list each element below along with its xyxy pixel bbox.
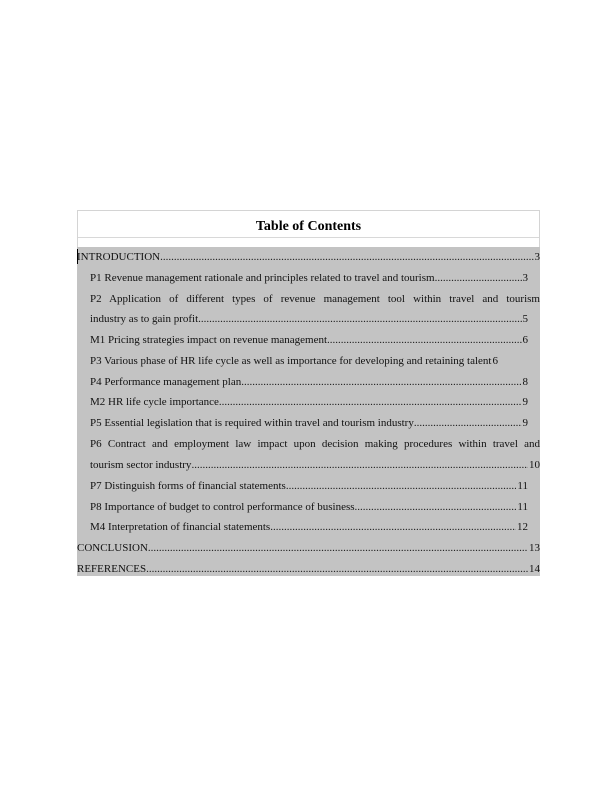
toc-entry-label-line2: tourism sector industry: [90, 459, 192, 471]
toc-entry-page: 9: [522, 417, 528, 429]
toc-entry-page: 14: [529, 563, 540, 575]
toc-entry-conclusion[interactable]: [77, 538, 540, 558]
toc-entry-m4[interactable]: [90, 517, 528, 537]
toc-leader-dots: [355, 497, 517, 517]
toc-entry-page: 9: [522, 396, 528, 408]
toc-entry-label: INTRODUCTION: [77, 251, 161, 263]
toc-entry-page: 3: [522, 272, 528, 284]
table-of-contents: [77, 210, 540, 576]
toc-entry-label: P8 Importance of budget to control performance of business: [90, 501, 355, 513]
toc-entry-label: CONCLUSION: [77, 542, 148, 554]
toc-entry-page: 11: [517, 501, 528, 513]
toc-entry-p2-continued[interactable]: [90, 309, 528, 329]
toc-leader-dots: [241, 372, 521, 392]
toc-entry-p6[interactable]: [90, 434, 540, 454]
toc-entry-label: M1 Pricing strategies impact on revenue management: [90, 334, 328, 346]
toc-leader-dots: [160, 247, 533, 267]
toc-leader-dots: [435, 268, 522, 288]
toc-entry-label: P4 Performance management plan: [90, 376, 242, 388]
toc-entry-p5[interactable]: [90, 413, 528, 433]
toc-entry-label-line2: industry as to gain profit: [90, 313, 199, 325]
toc-leader-dots: [198, 309, 521, 329]
toc-entry-page: 10: [529, 459, 540, 471]
toc-entry-page: 8: [522, 376, 528, 388]
toc-entry-label-line1: P6 Contract and employment law impact upon decision making procedures within travel and: [90, 438, 540, 450]
toc-entry-page: 3: [534, 251, 540, 263]
toc-entry-label: M4 Interpretation of financial statements: [90, 521, 271, 533]
toc-entry-label: P1 Revenue management rationale and principles related to travel and tourism: [90, 272, 435, 284]
toc-entry-page: 12: [517, 521, 528, 533]
toc-leader-dots: [286, 476, 517, 496]
toc-entry-m2[interactable]: [90, 392, 528, 412]
toc-entry-page: 6: [492, 355, 498, 367]
toc-entry-label-line1: P2 Application of different types of revenue management tool within travel and tourism: [90, 293, 540, 305]
toc-title-area: [77, 210, 540, 247]
toc-entry-p6-continued[interactable]: [90, 455, 540, 475]
toc-entry-p8[interactable]: [90, 497, 528, 517]
toc-leader-dots: [414, 413, 522, 433]
toc-entry-label: P5 Essential legislation that is required within travel and tourism industry: [90, 417, 414, 429]
toc-entry-label: P7 Distinguish forms of financial statements: [90, 480, 286, 492]
toc-entry-p7[interactable]: [90, 476, 528, 496]
toc-leader-dots: [148, 538, 528, 558]
toc-leader-dots: [270, 517, 516, 537]
toc-entry-page: 11: [517, 480, 528, 492]
toc-entry-p3[interactable]: [90, 351, 528, 371]
toc-leader-dots: [146, 559, 528, 579]
toc-leader-dots: [191, 455, 528, 475]
toc-entry-label: P3 Various phase of HR life cycle as well as importance for developing and retaining talent: [90, 355, 492, 367]
toc-entry-page: 5: [522, 313, 528, 325]
toc-entries: [77, 247, 540, 576]
toc-entry-m1[interactable]: [90, 330, 528, 350]
toc-leader-dots: [327, 330, 521, 350]
toc-entry-label: REFERENCES: [77, 563, 147, 575]
toc-entry-introduction[interactable]: [77, 247, 540, 267]
toc-entry-page: 13: [529, 542, 540, 554]
toc-entry-p4[interactable]: [90, 372, 528, 392]
toc-leader-dots: [219, 392, 522, 412]
toc-entry-p1[interactable]: [90, 268, 528, 288]
toc-entry-references[interactable]: [77, 559, 540, 579]
toc-entry-page: 6: [522, 334, 528, 346]
toc-entry-label: M2 HR life cycle importance: [90, 396, 219, 408]
toc-title: Table of Contents: [255, 219, 362, 234]
toc-entry-p2[interactable]: [90, 289, 540, 309]
